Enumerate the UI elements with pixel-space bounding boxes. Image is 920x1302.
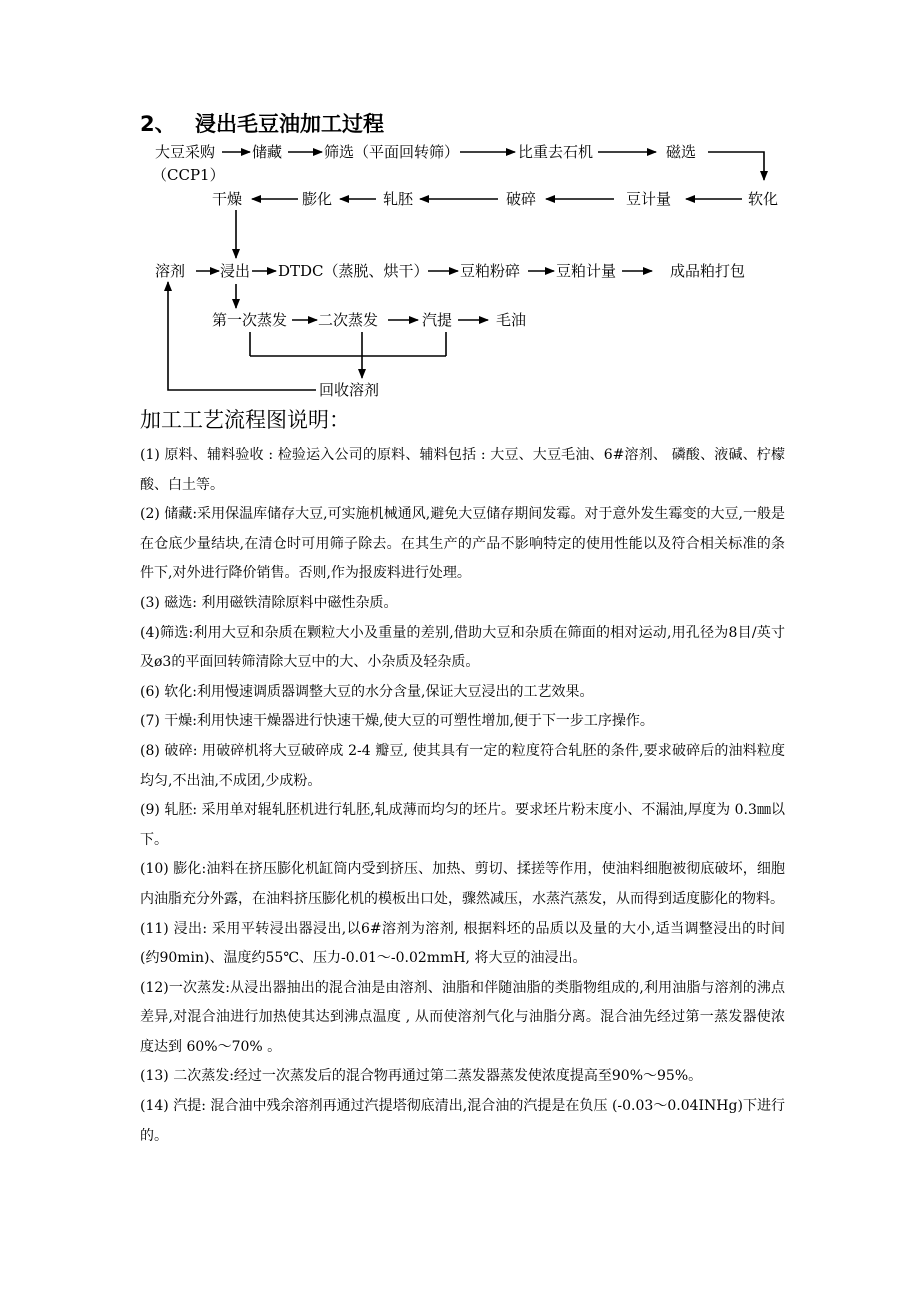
arrow-recovery-solvent (168, 282, 316, 390)
paragraph-drying: (7) 干燥:利用快速干燥器进行快速干燥,使大豆的可塑性增加,便于下一步工序操作。 (140, 713, 654, 730)
paragraph-flaking: (9) 轧胚: 采用单对辊轧胚机进行轧胚,轧成薄而均匀的坯片。要求坯片粉末度小、不漏油,厚度为 0.3㎜以下。 (140, 802, 785, 848)
paragraph-second-evaporation: (13) 二次蒸发:经过一次蒸发后的混合物再通过第二蒸发器蒸发使浓度提高至90%～95%。 (140, 1068, 703, 1085)
node-first-evaporation: 第一次蒸发 (212, 311, 288, 329)
paragraph-screening: (4)筛选:利用大豆和杂质在颗粒大小及重量的差别,借助大豆和杂质在筛面的相对运动,用孔径为8目/英寸及ø3的平面回转筛清除大豆中的大、小杂质及轻杂质。 (140, 624, 785, 671)
node-meal-metering: 豆粕计量 (556, 262, 617, 280)
node-gravity-destoner: 比重去石机 (518, 143, 594, 161)
node-soy-purchase: 大豆采购 (155, 143, 216, 161)
node-second-evaporation: 二次蒸发 (318, 311, 379, 329)
node-solvent: 溶剂 (155, 262, 186, 280)
paragraph-first-evaporation: (12)一次蒸发:从浸出器抽出的混合油是由溶剂、油脂和伴随油脂的类脂物组成的,利用油脂与溶剂的沸点差异,对混合油进行加热使其达到沸点温度 , 从而使溶剂气化与油脂分离。混合油先经过第一蒸发器使浓度达到 60%～70% 。 (140, 979, 785, 1055)
node-leaching: 浸出 (220, 262, 251, 280)
paragraph-crushing: (8) 破碎: 用破碎机将大豆破碎成 2-4 瓣豆, 使其具有一定的粒度符合轧胚的条件,要求破碎后的油料粒度均匀,不出油,不成团,少成粉。 (140, 742, 785, 789)
node-solvent-recovery: 回收溶剂 (319, 381, 380, 399)
node-stripping: 汽提 (422, 311, 453, 329)
node-meal-packing: 成品粕打包 (670, 262, 746, 280)
paragraph-storage: (2) 储藏:采用保温库储存大豆,可实施机械通风,避免大豆储存期间发霉。对于意外发生霉变的大豆,一般是在仓底少量结块,在清仓时可用筛子除去。在其生产的产品不影响特定的使用性能以及符合相关标准的条件下,对外进行降价销售。否则,作为报废料进行处理。 (140, 506, 785, 582)
node-magnetic: 磁选 (666, 143, 697, 161)
node-flaking: 轧胚 (383, 190, 414, 208)
paragraph-expansion: (10) 膨化:油料在挤压膨化机缸筒内受到挤压、加热、剪切、揉搓等作用，使油料细胞被彻底破坏，细胞内油脂充分外露，在油料挤压膨化机的模板出口处，骤然减压，水蒸汽蒸发，从而得到适度膨化的物料。 (140, 861, 785, 907)
node-ccp1: （CCP1） (152, 166, 225, 184)
explanation-title: 加工工艺流程图说明： (140, 408, 350, 432)
node-dtdc: DTDC（蒸脱、烘干） (278, 262, 429, 280)
node-screening: 筛选（平面回转筛） (324, 143, 460, 161)
node-storage: 储藏 (252, 143, 283, 161)
arrow-magnetic-softening (708, 152, 764, 180)
node-expansion: 膨化 (302, 190, 333, 208)
paragraph-raw-material-inspection: (1) 原料、辅料验收 : 检验运入公司的原料、辅料包括 : 大豆、大豆毛油、6#溶剂、 磷酸、液碱、柠檬酸、白土等。 (140, 447, 785, 493)
node-drying: 干燥 (212, 190, 243, 208)
process-flowchart (0, 0, 920, 410)
paragraph-magnetic-separation: (3) 磁选: 利用磁铁清除原料中磁性杂质。 (140, 594, 398, 611)
paragraph-stripping: (14) 汽提: 混合油中残余溶剂再通过汽提塔彻底清出,混合油的汽提是在负压 (-0.03～0.04INHg)下进行的。 (140, 1098, 785, 1144)
node-crushing: 破碎 (506, 190, 537, 208)
heading-number: 2、 (140, 112, 176, 136)
node-meal-grinding: 豆粕粉碎 (460, 262, 521, 280)
explanation-body (140, 441, 785, 1151)
paragraph-softening: (6) 软化:利用慢速调质器调整大豆的水分含量,保证大豆浸出的工艺效果。 (140, 683, 594, 700)
node-bean-metering: 豆计量 (626, 190, 672, 208)
node-crude-oil: 毛油 (496, 311, 527, 329)
paragraph-leaching: (11) 浸出: 采用平转浸出器浸出,以6#溶剂为溶剂, 根据料坯的品质以及量的大小,适当调整浸出的时间(约90min)、温度约55℃、压力-0.01～-0.02mmH, 将大豆的油浸出。 (140, 920, 785, 967)
node-softening: 软化 (748, 190, 779, 208)
heading-title: 浸出毛豆油加工过程 (195, 112, 384, 136)
